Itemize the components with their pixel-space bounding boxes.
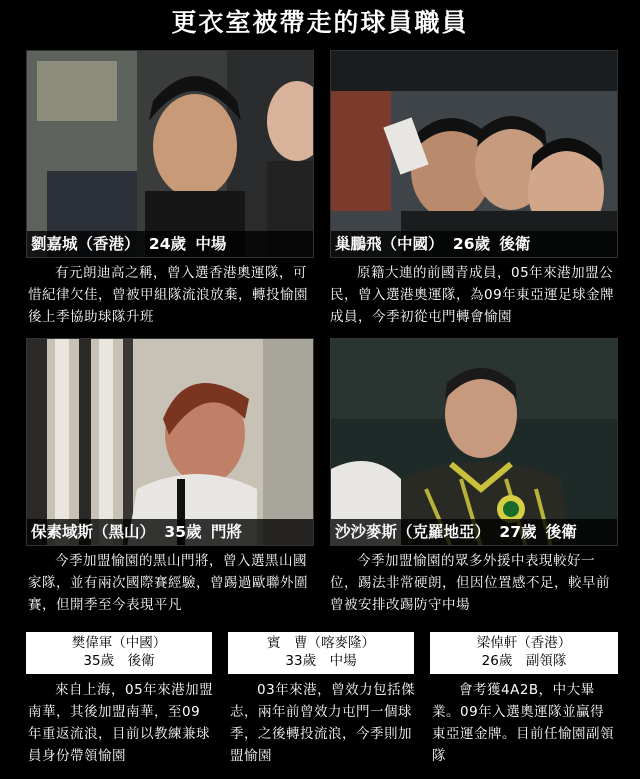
player-age: 27歲	[499, 523, 537, 541]
player-photo-4-image	[331, 339, 618, 546]
staff-card-header-2	[228, 632, 414, 674]
staff-bio-1: 來自上海，05年來港加盟南華，其後加盟南華，至09年重返流浪，目前以教練兼球員身份帶領愉園	[28, 682, 214, 764]
player-age: 24歲	[148, 235, 186, 253]
player-age: 35歲	[164, 523, 202, 541]
player-photo-2-image	[331, 51, 618, 258]
player-name: 劉嘉城（香港）	[31, 235, 140, 253]
player-caption-1	[27, 231, 313, 257]
staff-card-header-3	[430, 632, 618, 674]
staff-name: 賓 曹（喀麥隆）	[267, 635, 375, 651]
player-photo-2	[330, 50, 618, 258]
staff-bio-2: 03年來港，曾效力包括傑志，兩年前曾效力屯門一個球季，之後轉投流浪，今季則加盟愉園	[230, 682, 416, 764]
player-position: 中場	[195, 235, 227, 253]
staff-detail: 35歲 後衛	[83, 653, 155, 669]
player-photo-3	[26, 338, 314, 546]
player-caption-4	[331, 519, 617, 545]
player-age: 26歲	[452, 235, 490, 253]
player-photo-4	[330, 338, 618, 546]
player-photo-1	[26, 50, 314, 258]
player-caption-3	[27, 519, 313, 545]
player-bio-4: 今季加盟愉園的眾多外援中表現較好一位，踢法非常硬朗，但因位置感不足，較早前曾被安排改踢防守中場	[330, 553, 610, 613]
player-name: 保素域斯（黑山）	[31, 523, 156, 541]
player-photo-3-image	[27, 339, 314, 546]
staff-bio-3: 會考獲4A2B，中大畢業。09年入選奧運隊並贏得東亞運金牌。目前任愉園副領隊	[432, 682, 614, 764]
staff-card-header-1	[26, 632, 212, 674]
staff-detail: 33歲 中場	[285, 653, 357, 669]
player-bio-3: 今季加盟愉園的黑山門將，曾入選黑山國家隊，並有兩次國際賽經驗，曾踢過歐聯外圍賽，但開季至今表現平凡	[28, 553, 308, 613]
player-caption-2	[331, 231, 617, 257]
player-position: 後衛	[545, 523, 577, 541]
player-position: 門將	[210, 523, 242, 541]
player-bio-1: 有元朗迪高之稱，曾入選香港奧運隊，可惜紀律欠佳，曾被甲組隊流浪放棄，轉投愉園後上季協助球隊升班	[28, 265, 308, 325]
staff-name: 梁倬軒（香港）	[476, 635, 572, 651]
player-bio-2: 原籍大連的前國青成員，05年來港加盟公民，曾入選港奧運隊，為09年東亞運足球金牌成員，今季初從屯門轉會愉園	[330, 265, 615, 325]
player-position: 後衛	[499, 235, 531, 253]
staff-detail: 26歲 副領隊	[481, 653, 567, 669]
player-name: 沙沙麥斯（克羅地亞）	[335, 523, 491, 541]
player-photo-1-image	[27, 51, 314, 258]
player-name: 巢鵬飛（中國）	[335, 235, 444, 253]
page-title: 更衣室被帶走的球員職員	[171, 8, 469, 37]
staff-name: 樊偉軍（中國）	[71, 635, 167, 651]
